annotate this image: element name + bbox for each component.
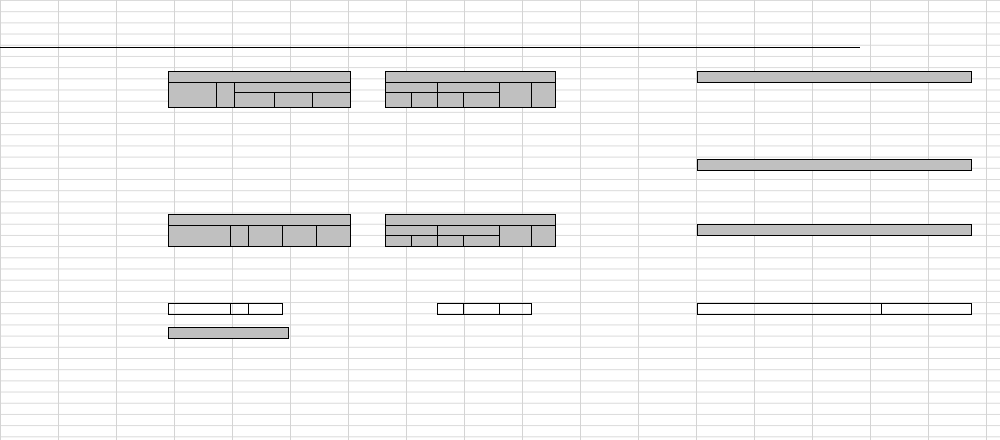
gesamt-flaeche xyxy=(249,304,283,315)
miete-h-bk-m2 xyxy=(532,82,556,108)
soll-title xyxy=(698,160,972,171)
miete-title xyxy=(386,72,556,83)
liegen-title xyxy=(169,328,289,339)
flaeche-h-frei xyxy=(313,93,351,108)
miete-h-ist-2 xyxy=(464,93,500,108)
ist-title xyxy=(698,72,972,83)
flaeche-h-anzahl xyxy=(217,82,235,108)
miete2-h-soll xyxy=(386,236,412,247)
total-v5 xyxy=(510,48,544,58)
flaeche-title xyxy=(169,72,351,83)
gesamt-label xyxy=(169,304,231,315)
total-separator xyxy=(0,47,860,48)
miete2-h-ist-2 xyxy=(464,236,500,247)
miete2-h-bk-monat xyxy=(500,225,532,246)
flaechenaufstellung-table xyxy=(168,71,351,108)
baurecht-label xyxy=(698,304,882,315)
miete-h-soll-2 xyxy=(438,93,464,108)
miete2-h-pro-platz xyxy=(386,225,438,236)
miete-h-soll xyxy=(386,93,412,108)
flaeche-h-nutzung xyxy=(169,82,217,108)
miete-h-bk-monat xyxy=(500,82,532,108)
baurecht-value xyxy=(882,304,972,315)
mietenaufstellung-stellplatz-table xyxy=(385,214,556,247)
stell-title xyxy=(169,215,351,226)
stell-h-anzahl xyxy=(231,225,249,246)
flaeche-h-flaeche xyxy=(235,82,351,93)
miete2-h-pro-monat xyxy=(438,225,500,236)
ist-hochrechnung-table xyxy=(697,71,972,83)
gesamt-bk xyxy=(500,304,532,315)
flaeche-h-belegt xyxy=(275,93,313,108)
total-x1 xyxy=(770,48,825,58)
soll-hochrechnung-table xyxy=(697,159,972,171)
stell-h-frei xyxy=(317,225,351,246)
gesamt-anzahl xyxy=(231,304,249,315)
renditen-table xyxy=(697,224,972,236)
total-v3 xyxy=(440,48,474,58)
gesamt-ist xyxy=(464,304,500,315)
gesamt-soll xyxy=(438,304,464,315)
liegenschaftswerte-table xyxy=(168,327,289,339)
baurecht-table xyxy=(697,303,972,315)
stell-h-belegt xyxy=(283,225,317,246)
miete2-title xyxy=(386,215,556,226)
gesamtsumme-left xyxy=(168,303,283,315)
stell-h-art xyxy=(169,225,231,246)
total-v4 xyxy=(474,48,510,58)
mietenaufstellung-table xyxy=(385,71,556,108)
total-a2 xyxy=(248,48,280,58)
miete2-h-bk-sp xyxy=(532,225,556,246)
flaeche-h-gesamt xyxy=(235,93,275,108)
total-area xyxy=(216,48,248,58)
stell-h-flaeche xyxy=(249,225,283,246)
gesamtsumme-right xyxy=(437,303,556,315)
miete2-h-ist xyxy=(412,236,438,247)
miete-h-pro-monat xyxy=(438,82,500,93)
miete2-h-soll-2 xyxy=(438,236,464,247)
total-row-label xyxy=(48,48,158,58)
rendite-title xyxy=(698,225,972,236)
miete-h-pro-m2 xyxy=(386,82,438,93)
miete-h-ist xyxy=(412,93,438,108)
total-a3 xyxy=(280,48,312,58)
stellplatzaufstellung-table xyxy=(168,214,351,247)
